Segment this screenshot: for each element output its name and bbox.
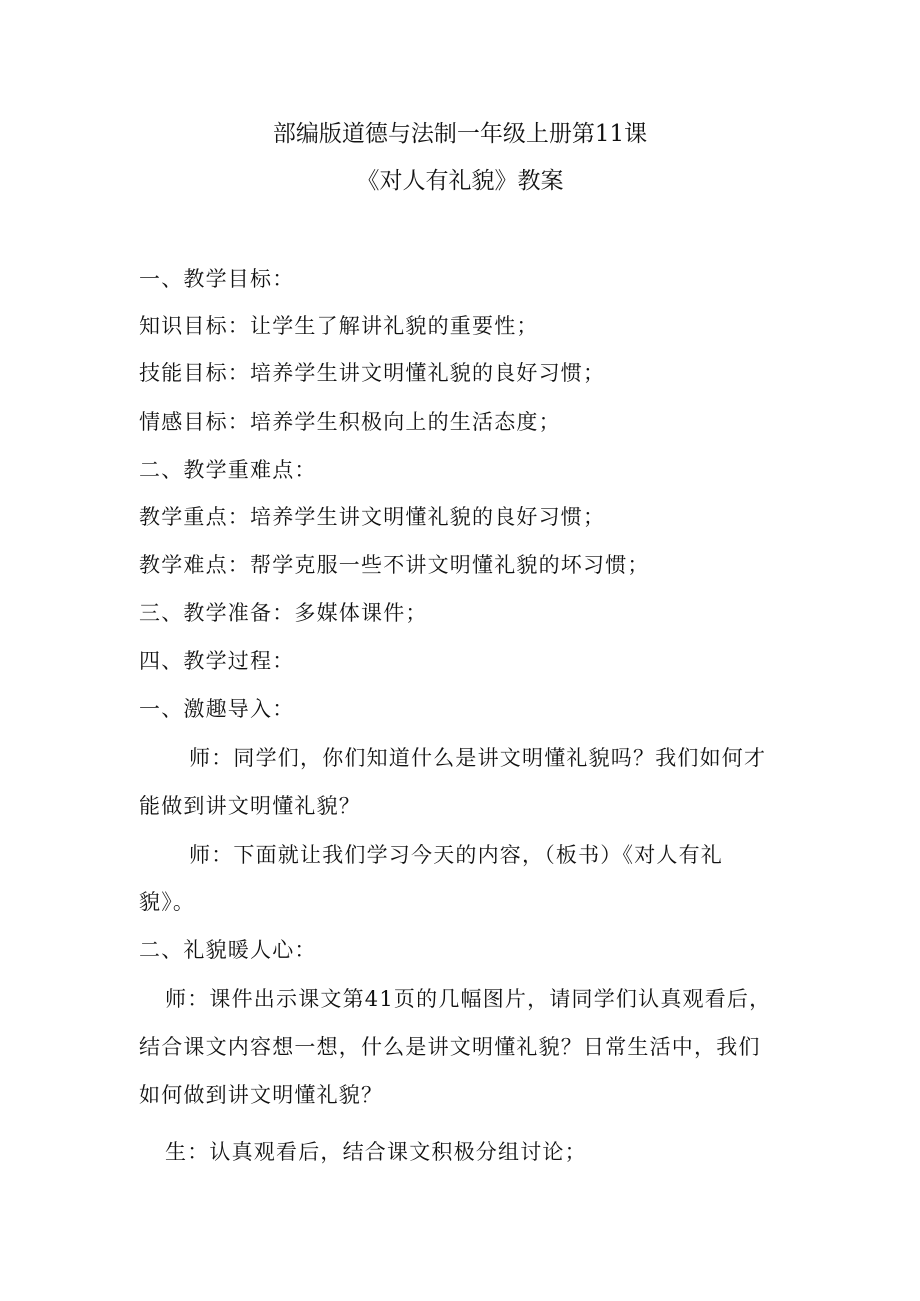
section-heading-preparation: 三、教学准备：多媒体课件；	[139, 601, 428, 625]
document-title: 部编版道德与法制一年级上册第11课	[272, 121, 648, 147]
document-subtitle: 《对人有礼貌》教案	[356, 168, 564, 194]
paragraph-line: 貌》。	[139, 890, 196, 914]
paragraph-line: 能做到讲文明懂礼貌？	[139, 794, 361, 818]
paragraph-line: 师：下面就让我们学习今天的内容，（板书）《对人有礼	[189, 843, 723, 867]
paragraph-line: 结合课文内容想一想，什么是讲文明懂礼貌？日常生活中，我们	[139, 1035, 761, 1059]
section-heading-intro: 一、激趣导入：	[139, 697, 295, 721]
section-heading-key-points: 二、教学重难点：	[139, 458, 317, 482]
text-line: 教学难点：帮学克服一些不讲文明懂礼貌的坏习惯；	[139, 553, 650, 577]
paragraph-line: 如何做到讲文明懂礼貌？	[139, 1083, 384, 1107]
section-heading-objectives: 一、教学目标：	[139, 267, 295, 291]
paragraph-line: 师：同学们，你们知道什么是讲文明懂礼貌吗？我们如何才	[189, 746, 767, 770]
text-line: 知识目标：让学生了解讲礼貌的重要性；	[139, 314, 539, 338]
paragraph-line: 师：课件出示课文第41页的几幅图片，请同学们认真观看后，	[165, 987, 772, 1011]
text-line: 教学重点：培养学生讲文明懂礼貌的良好习惯；	[139, 505, 606, 529]
section-heading-courtesy: 二、礼貌暖人心：	[139, 938, 317, 962]
text-line: 情感目标：培养学生积极向上的生活态度；	[139, 410, 561, 434]
section-heading-process: 四、教学过程：	[139, 649, 295, 673]
text-line: 技能目标：培养学生讲文明懂礼貌的良好习惯；	[139, 361, 606, 385]
paragraph-line: 生：认真观看后，结合课文积极分组讨论；	[165, 1140, 587, 1164]
